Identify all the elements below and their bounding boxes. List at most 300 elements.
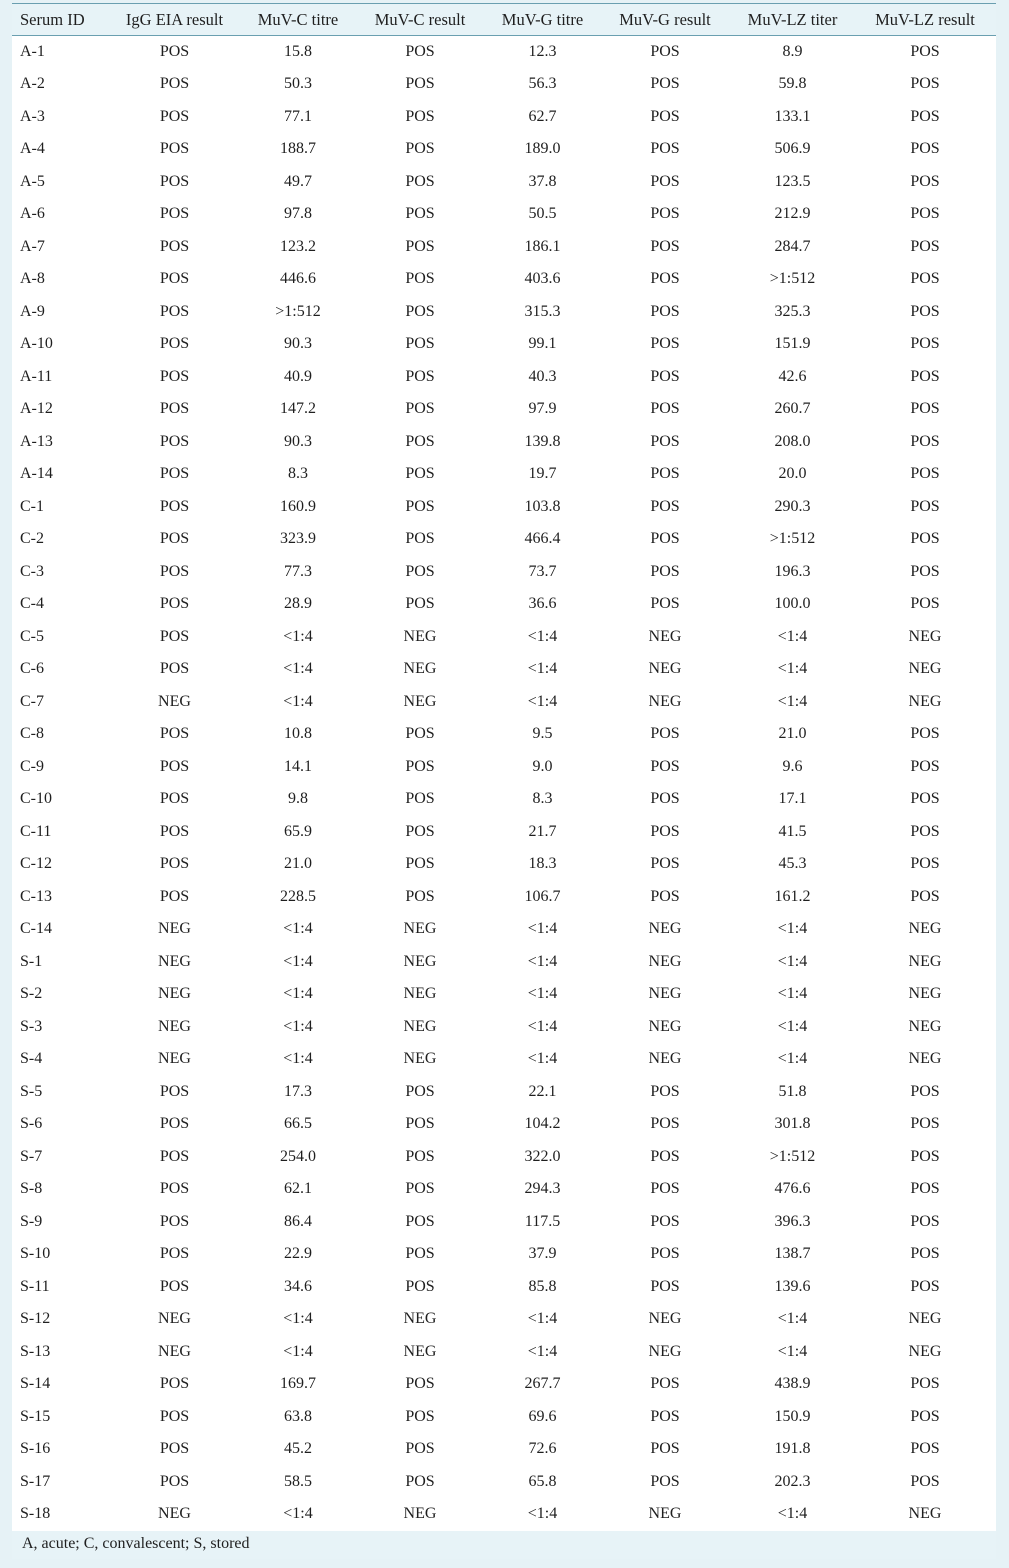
serum-id-cell: A-6 xyxy=(20,205,45,223)
igg-eia-result-cell: NEG xyxy=(158,952,191,970)
igg-eia-result-cell: POS xyxy=(159,757,190,775)
muv-c-result-cell: POS xyxy=(405,855,435,873)
muv-c-result-cell: POS xyxy=(405,1180,435,1198)
muv-lz-titer-cell: 9.6 xyxy=(782,757,803,775)
muv-c-result-cell: POS xyxy=(405,1082,435,1100)
igg-eia-result-cell: POS xyxy=(159,660,190,678)
muv-lz-result-cell: NEG xyxy=(908,627,942,645)
muv-c-titre-cell: 66.5 xyxy=(284,1115,312,1133)
muv-c-titre-cell: >1:512 xyxy=(275,302,321,320)
muv-c-titre-cell: 323.9 xyxy=(280,530,316,548)
igg-eia-result-cell: POS xyxy=(159,1082,190,1100)
muv-g-result-cell: POS xyxy=(650,855,680,873)
muv-g-result-cell: NEG xyxy=(648,627,682,645)
muv-lz-result-cell: POS xyxy=(910,1407,940,1425)
table-row xyxy=(12,1271,996,1304)
igg-eia-result-cell: NEG xyxy=(158,1505,191,1523)
muv-c-titre-cell: <1:4 xyxy=(283,1050,313,1068)
serum-id-cell: C-3 xyxy=(20,562,44,580)
muv-c-result-cell: POS xyxy=(405,1375,435,1393)
serum-id-cell: S-6 xyxy=(20,1115,43,1133)
muv-lz-titer-cell: 21.0 xyxy=(778,725,807,743)
muv-g-result-cell: POS xyxy=(650,367,680,385)
igg-eia-result-cell: POS xyxy=(159,1115,190,1133)
muv-g-result-cell: POS xyxy=(650,595,680,613)
table-row xyxy=(12,978,996,1011)
muv-g-result-cell: NEG xyxy=(648,952,682,970)
table-row xyxy=(12,1303,996,1336)
muv-c-titre-cell: <1:4 xyxy=(283,660,313,678)
muv-c-result-cell: POS xyxy=(405,465,435,483)
serum-id-cell: S-14 xyxy=(20,1375,51,1393)
muv-g-result-cell: POS xyxy=(650,400,680,418)
serum-id-cell: C-13 xyxy=(20,887,52,905)
serum-id-cell: S-1 xyxy=(20,952,43,970)
serum-id-cell: S-18 xyxy=(20,1505,51,1523)
table-row xyxy=(12,881,996,914)
muv-lz-titer-cell: 42.6 xyxy=(778,367,807,385)
muv-g-titre-cell: 69.6 xyxy=(528,1407,557,1425)
table-row xyxy=(12,1466,996,1499)
muv-g-result-cell: POS xyxy=(650,1147,680,1165)
muv-c-result-cell: POS xyxy=(405,140,435,158)
table-row xyxy=(12,621,996,654)
muv-c-result-cell: POS xyxy=(405,1115,435,1133)
muv-lz-titer-cell: <1:4 xyxy=(777,627,808,645)
igg-eia-result-cell: POS xyxy=(159,530,190,548)
muv-c-titre-cell: 9.8 xyxy=(288,790,308,808)
muv-g-result-cell: POS xyxy=(650,1180,680,1198)
muv-g-titre-cell: <1:4 xyxy=(527,1017,558,1035)
muv-g-result-cell: POS xyxy=(650,1115,680,1133)
muv-c-titre-cell: 21.0 xyxy=(284,855,312,873)
serum-id-cell: A-12 xyxy=(20,400,53,418)
igg-eia-result-cell: POS xyxy=(159,237,190,255)
muv-lz-result-cell: POS xyxy=(910,1115,940,1133)
muv-lz-result-cell: POS xyxy=(910,887,940,905)
table-row xyxy=(12,1238,996,1271)
muv-g-titre-cell: 85.8 xyxy=(528,1277,557,1295)
muv-lz-result-cell: NEG xyxy=(908,1505,942,1523)
muv-g-result-cell: POS xyxy=(650,725,680,743)
muv-g-titre-cell: 186.1 xyxy=(524,237,561,255)
table-row xyxy=(12,458,996,491)
muv-c-result-cell: POS xyxy=(405,172,435,190)
serum-id-cell: C-4 xyxy=(20,595,44,613)
muv-lz-titer-cell: 100.0 xyxy=(774,595,811,613)
table-row xyxy=(12,198,996,231)
column-header-muv-g-result: MuV-G result xyxy=(619,9,711,29)
muv-g-result-cell: POS xyxy=(650,497,680,515)
igg-eia-result-cell: POS xyxy=(159,725,190,743)
serum-id-cell: S-15 xyxy=(20,1407,51,1425)
igg-eia-result-cell: POS xyxy=(159,497,190,515)
serum-id-cell: S-2 xyxy=(20,985,43,1003)
igg-eia-result-cell: POS xyxy=(159,887,190,905)
table-row xyxy=(12,1336,996,1369)
muv-g-titre-cell: 103.8 xyxy=(524,497,561,515)
muv-c-titre-cell: 49.7 xyxy=(284,172,312,190)
muv-c-result-cell: POS xyxy=(405,790,435,808)
muv-c-titre-cell: 62.1 xyxy=(284,1180,312,1198)
header-row xyxy=(12,4,996,36)
muv-g-titre-cell: 104.2 xyxy=(524,1115,561,1133)
muv-g-result-cell: POS xyxy=(650,1472,680,1490)
muv-lz-titer-cell: 161.2 xyxy=(774,887,811,905)
muv-c-result-cell: POS xyxy=(405,302,435,320)
muv-g-result-cell: POS xyxy=(650,887,680,905)
column-header-muv-c-result: MuV-C result xyxy=(374,9,466,29)
igg-eia-result-cell: POS xyxy=(159,1375,190,1393)
muv-g-titre-cell: <1:4 xyxy=(527,952,558,970)
muv-c-result-cell: NEG xyxy=(403,692,437,710)
table-row xyxy=(12,718,996,751)
muv-g-titre-cell: <1:4 xyxy=(527,1050,558,1068)
serum-id-cell: S-4 xyxy=(20,1050,43,1068)
muv-g-result-cell: NEG xyxy=(648,985,682,1003)
muv-g-result-cell: POS xyxy=(650,1212,680,1230)
muv-lz-titer-cell: <1:4 xyxy=(777,985,808,1003)
muv-g-result-cell: POS xyxy=(650,335,680,353)
muv-g-result-cell: POS xyxy=(650,237,680,255)
muv-c-result-cell: NEG xyxy=(403,1017,437,1035)
serum-id-cell: A-9 xyxy=(20,302,45,320)
serum-id-cell: S-3 xyxy=(20,1017,43,1035)
igg-eia-result-cell: POS xyxy=(159,75,190,93)
muv-lz-titer-cell: 208.0 xyxy=(774,432,811,450)
table-row xyxy=(12,1498,996,1531)
muv-c-result-cell: POS xyxy=(405,335,435,353)
muv-lz-result-cell: POS xyxy=(910,107,940,125)
muv-c-titre-cell: 8.3 xyxy=(288,465,308,483)
muv-lz-titer-cell: 41.5 xyxy=(778,822,807,840)
muv-c-titre-cell: 147.2 xyxy=(280,400,316,418)
muv-g-result-cell: POS xyxy=(650,562,680,580)
column-header-muv-lz-result: MuV-LZ result xyxy=(875,9,975,29)
muv-lz-result-cell: NEG xyxy=(908,1050,942,1068)
muv-g-titre-cell: 139.8 xyxy=(524,432,561,450)
muv-lz-titer-cell: 325.3 xyxy=(774,302,811,320)
muv-lz-result-cell: POS xyxy=(910,1440,940,1458)
igg-eia-result-cell: POS xyxy=(159,270,190,288)
serum-id-cell: A-2 xyxy=(20,75,45,93)
muv-c-result-cell: POS xyxy=(405,237,435,255)
muv-lz-titer-cell: <1:4 xyxy=(777,1310,808,1328)
muv-lz-result-cell: NEG xyxy=(908,1342,942,1360)
serum-id-cell: C-1 xyxy=(20,497,44,515)
muv-c-titre-cell: 188.7 xyxy=(280,140,316,158)
table-frame xyxy=(12,3,996,1559)
muv-lz-result-cell: POS xyxy=(910,725,940,743)
muv-g-titre-cell: 73.7 xyxy=(528,562,557,580)
serum-id-cell: C-9 xyxy=(20,757,44,775)
muv-c-titre-cell: 160.9 xyxy=(280,497,316,515)
igg-eia-result-cell: POS xyxy=(159,595,190,613)
serum-id-cell: A-4 xyxy=(20,140,45,158)
muv-g-result-cell: POS xyxy=(650,107,680,125)
muv-g-result-cell: POS xyxy=(650,75,680,93)
table-row xyxy=(12,101,996,134)
muv-c-result-cell: POS xyxy=(405,1212,435,1230)
muv-g-titre-cell: <1:4 xyxy=(527,1310,558,1328)
table-row xyxy=(12,523,996,556)
muv-lz-result-cell: POS xyxy=(910,1472,940,1490)
muv-g-result-cell: POS xyxy=(650,530,680,548)
muv-lz-titer-cell: 138.7 xyxy=(774,1245,811,1263)
muv-g-result-cell: NEG xyxy=(648,1017,682,1035)
column-header-igg-eia-result: IgG EIA result xyxy=(125,9,224,29)
muv-c-titre-cell: <1:4 xyxy=(283,952,313,970)
igg-eia-result-cell: POS xyxy=(159,1277,190,1295)
muv-c-titre-cell: 17.3 xyxy=(284,1082,312,1100)
muv-g-result-cell: POS xyxy=(650,43,680,60)
muv-g-titre-cell: 50.5 xyxy=(528,205,557,223)
igg-eia-result-cell: POS xyxy=(159,855,190,873)
muv-lz-result-cell: NEG xyxy=(908,985,942,1003)
muv-g-titre-cell: <1:4 xyxy=(527,627,558,645)
muv-lz-titer-cell: 202.3 xyxy=(774,1472,811,1490)
muv-c-result-cell: NEG xyxy=(403,1310,437,1328)
muv-g-titre-cell: 21.7 xyxy=(528,822,557,840)
muv-lz-titer-cell: 396.3 xyxy=(774,1212,811,1230)
igg-eia-result-cell: POS xyxy=(159,205,190,223)
muv-c-titre-cell: <1:4 xyxy=(283,920,313,938)
muv-c-result-cell: POS xyxy=(405,400,435,418)
muv-c-result-cell: POS xyxy=(405,725,435,743)
table-row xyxy=(12,1141,996,1174)
muv-g-result-cell: NEG xyxy=(648,1050,682,1068)
table-row xyxy=(12,491,996,524)
muv-c-titre-cell: <1:4 xyxy=(283,985,313,1003)
muv-lz-result-cell: NEG xyxy=(908,692,942,710)
table-row xyxy=(12,1368,996,1401)
igg-eia-result-cell: NEG xyxy=(158,985,191,1003)
muv-c-titre-cell: 90.3 xyxy=(284,335,312,353)
muv-c-result-cell: POS xyxy=(405,107,435,125)
igg-eia-result-cell: POS xyxy=(159,335,190,353)
igg-eia-result-cell: POS xyxy=(159,822,190,840)
muv-lz-titer-cell: 59.8 xyxy=(778,75,807,93)
muv-lz-result-cell: POS xyxy=(910,237,940,255)
table-row xyxy=(12,848,996,881)
muv-g-titre-cell: 99.1 xyxy=(528,335,557,353)
muv-lz-result-cell: POS xyxy=(910,1375,940,1393)
igg-eia-result-cell: NEG xyxy=(158,1310,191,1328)
muv-c-result-cell: NEG xyxy=(403,1342,437,1360)
muv-g-titre-cell: 403.6 xyxy=(524,270,561,288)
muv-lz-result-cell: POS xyxy=(910,1180,940,1198)
muv-g-titre-cell: 72.6 xyxy=(528,1440,557,1458)
serum-id-cell: S-10 xyxy=(20,1245,51,1263)
muv-lz-result-cell: POS xyxy=(910,335,940,353)
muv-lz-titer-cell: 290.3 xyxy=(774,497,811,515)
serum-id-cell: A-14 xyxy=(20,465,53,483)
igg-eia-result-cell: POS xyxy=(159,43,190,60)
table-row xyxy=(12,1011,996,1044)
muv-lz-result-cell: POS xyxy=(910,790,940,808)
igg-eia-result-cell: NEG xyxy=(158,1342,191,1360)
table-row xyxy=(12,556,996,589)
muv-g-result-cell: NEG xyxy=(648,1505,682,1523)
muv-g-titre-cell: <1:4 xyxy=(527,692,558,710)
muv-c-result-cell: POS xyxy=(405,595,435,613)
table-row xyxy=(12,296,996,329)
muv-lz-titer-cell: 151.9 xyxy=(774,335,811,353)
muv-c-result-cell: POS xyxy=(405,1407,435,1425)
igg-eia-result-cell: POS xyxy=(159,1407,190,1425)
muv-lz-titer-cell: >1:512 xyxy=(769,530,816,548)
serum-id-cell: A-8 xyxy=(20,270,45,288)
muv-lz-titer-cell: >1:512 xyxy=(769,270,816,288)
muv-g-result-cell: POS xyxy=(650,757,680,775)
muv-g-titre-cell: 322.0 xyxy=(524,1147,561,1165)
muv-c-titre-cell: 86.4 xyxy=(284,1212,312,1230)
muv-g-titre-cell: <1:4 xyxy=(527,920,558,938)
table-row xyxy=(12,653,996,686)
muv-lz-result-cell: POS xyxy=(910,205,940,223)
muv-g-titre-cell: <1:4 xyxy=(527,660,558,678)
muv-lz-titer-cell: 212.9 xyxy=(774,205,811,223)
muv-c-result-cell: NEG xyxy=(403,920,437,938)
muv-lz-result-cell: POS xyxy=(910,75,940,93)
igg-eia-result-cell: NEG xyxy=(158,1017,191,1035)
muv-c-titre-cell: <1:4 xyxy=(283,1342,313,1360)
muv-g-result-cell: POS xyxy=(650,790,680,808)
serum-id-cell: C-12 xyxy=(20,855,52,873)
muv-g-titre-cell: 97.9 xyxy=(528,400,557,418)
muv-c-result-cell: NEG xyxy=(403,985,437,1003)
muv-g-titre-cell: 267.7 xyxy=(524,1375,561,1393)
muv-c-result-cell: NEG xyxy=(403,952,437,970)
muv-lz-titer-cell: <1:4 xyxy=(777,952,808,970)
muv-c-titre-cell: 77.1 xyxy=(284,107,312,125)
muv-lz-titer-cell: <1:4 xyxy=(777,692,808,710)
muv-c-result-cell: NEG xyxy=(403,627,437,645)
muv-c-titre-cell: 228.5 xyxy=(280,887,316,905)
table-row xyxy=(12,393,996,426)
serum-id-cell: S-5 xyxy=(20,1082,43,1100)
muv-g-titre-cell: 18.3 xyxy=(528,855,557,873)
muv-lz-titer-cell: 196.3 xyxy=(774,562,811,580)
table-row xyxy=(12,328,996,361)
muv-lz-result-cell: NEG xyxy=(908,1017,942,1035)
muv-c-result-cell: POS xyxy=(405,822,435,840)
muv-c-titre-cell: 254.0 xyxy=(280,1147,316,1165)
muv-lz-titer-cell: 506.9 xyxy=(774,140,811,158)
serum-id-cell: C-8 xyxy=(20,725,44,743)
table-row xyxy=(12,783,996,816)
igg-eia-result-cell: POS xyxy=(159,107,190,125)
muv-c-result-cell: POS xyxy=(405,887,435,905)
muv-lz-result-cell: POS xyxy=(910,270,940,288)
muv-g-titre-cell: 9.5 xyxy=(532,725,553,743)
column-header-serum-id: Serum ID xyxy=(20,9,85,29)
muv-lz-titer-cell: <1:4 xyxy=(777,1342,808,1360)
muv-g-titre-cell: 106.7 xyxy=(524,887,561,905)
muv-g-titre-cell: <1:4 xyxy=(527,1342,558,1360)
column-header-muv-g-titre: MuV-G titre xyxy=(501,9,584,29)
serology-table xyxy=(12,3,996,1531)
muv-g-result-cell: NEG xyxy=(648,692,682,710)
igg-eia-result-cell: POS xyxy=(159,1212,190,1230)
muv-g-result-cell: POS xyxy=(650,465,680,483)
muv-c-titre-cell: 123.2 xyxy=(280,237,316,255)
muv-lz-result-cell: POS xyxy=(910,140,940,158)
table-row xyxy=(12,1108,996,1141)
muv-g-result-cell: POS xyxy=(650,1407,680,1425)
table-row xyxy=(12,263,996,296)
column-header-muv-lz-titer: MuV-LZ titer xyxy=(747,9,838,29)
muv-c-result-cell: POS xyxy=(405,757,435,775)
muv-g-titre-cell: 37.8 xyxy=(528,172,557,190)
muv-g-result-cell: POS xyxy=(650,1082,680,1100)
muv-c-result-cell: POS xyxy=(405,432,435,450)
muv-c-titre-cell: 34.6 xyxy=(284,1277,312,1295)
muv-g-result-cell: POS xyxy=(650,302,680,320)
table-row xyxy=(12,751,996,784)
muv-g-result-cell: NEG xyxy=(648,1310,682,1328)
serum-id-cell: C-5 xyxy=(20,627,44,645)
igg-eia-result-cell: NEG xyxy=(158,692,191,710)
muv-g-result-cell: POS xyxy=(650,822,680,840)
muv-g-result-cell: POS xyxy=(650,1375,680,1393)
column-header-muv-c-titre: MuV-C titre xyxy=(257,9,339,29)
muv-g-titre-cell: 62.7 xyxy=(528,107,557,125)
muv-lz-titer-cell: 476.6 xyxy=(774,1180,811,1198)
table-row xyxy=(12,1401,996,1434)
muv-c-result-cell: POS xyxy=(405,367,435,385)
muv-g-result-cell: POS xyxy=(650,205,680,223)
muv-c-result-cell: POS xyxy=(405,1245,435,1263)
muv-c-titre-cell: 58.5 xyxy=(284,1472,312,1490)
igg-eia-result-cell: POS xyxy=(159,790,190,808)
muv-g-result-cell: NEG xyxy=(648,1342,682,1360)
muv-c-titre-cell: 45.2 xyxy=(284,1440,312,1458)
muv-lz-result-cell: POS xyxy=(910,562,940,580)
muv-c-titre-cell: 90.3 xyxy=(284,432,312,450)
muv-c-titre-cell: 50.3 xyxy=(284,75,312,93)
muv-lz-titer-cell: <1:4 xyxy=(777,920,808,938)
serum-id-cell: S-8 xyxy=(20,1180,43,1198)
table-row xyxy=(12,588,996,621)
muv-g-result-cell: NEG xyxy=(648,920,682,938)
muv-c-result-cell: NEG xyxy=(403,1050,437,1068)
muv-c-result-cell: NEG xyxy=(403,1505,437,1523)
serum-id-cell: C-11 xyxy=(20,822,52,840)
igg-eia-result-cell: POS xyxy=(159,1180,190,1198)
muv-lz-result-cell: POS xyxy=(910,855,940,873)
table-row xyxy=(12,946,996,979)
muv-lz-result-cell: POS xyxy=(910,432,940,450)
muv-lz-titer-cell: 17.1 xyxy=(778,790,807,808)
serum-id-cell: C-14 xyxy=(20,920,52,938)
muv-lz-titer-cell: <1:4 xyxy=(777,660,808,678)
muv-lz-titer-cell: 150.9 xyxy=(774,1407,811,1425)
table-row xyxy=(12,1076,996,1109)
muv-c-result-cell: POS xyxy=(405,205,435,223)
igg-eia-result-cell: POS xyxy=(159,1472,190,1490)
serum-id-cell: S-11 xyxy=(20,1277,50,1295)
muv-g-titre-cell: 19.7 xyxy=(528,465,557,483)
muv-lz-titer-cell: 133.1 xyxy=(774,107,811,125)
muv-g-titre-cell: <1:4 xyxy=(527,985,558,1003)
igg-eia-result-cell: POS xyxy=(159,1147,190,1165)
table-row xyxy=(12,68,996,101)
muv-c-titre-cell: 15.8 xyxy=(284,43,312,60)
muv-lz-result-cell: NEG xyxy=(908,952,942,970)
muv-c-titre-cell: <1:4 xyxy=(283,1310,313,1328)
muv-g-titre-cell: 65.8 xyxy=(528,1472,557,1490)
